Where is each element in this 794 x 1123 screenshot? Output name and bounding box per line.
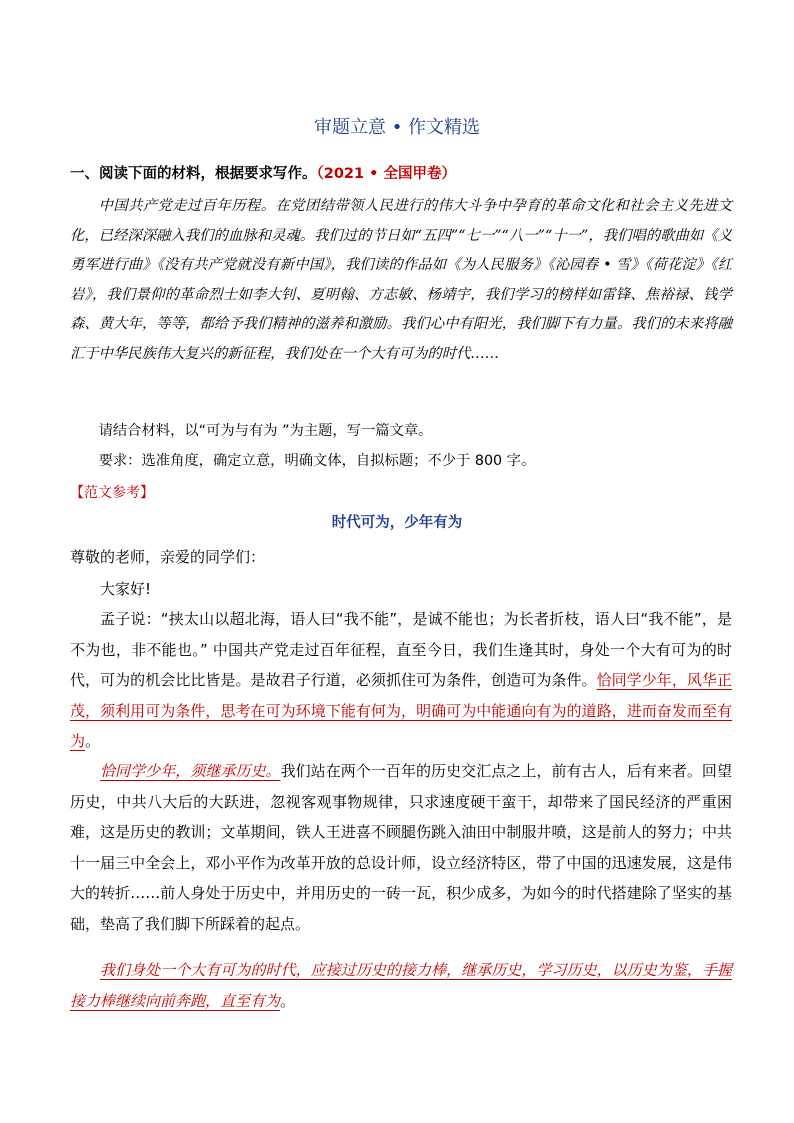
- paragraph-2-text: 我们站在两个一百年的历史交汇点之上，前有古人，后有来者。回望历史，中共八大后的大跃进，忽视客观事物规律，只求速度硬干蛮干，却带来了国民经济的严重困难，这是历史的教训；文革期间，铁人王进喜不顾腿伤跳入油田中制服井喷，这是前人的努力；中共十一届三中全会上，邓小平作为改革开放的总设计师，设立经济特区，带了中国的迅速发展，这是伟大的转折……前人身处于历史中，并用历史的一砖一瓦，积少成多，为如今的时代搭建除了坚实的基础，垫高了我们脚下所踩着的起点。: [70, 762, 732, 933]
- paragraph-1-highlight: 恰同学少年，风华正茂，须利用可为条件，思考在可为环境下能有何为，明确可为中能通向有为的道路，进而奋发而至有为: [70, 671, 732, 750]
- essay-paragraph-2: [70, 756, 732, 939]
- writing-requirement: 要求：选准角度，确定立意，明确文体，自拟标题；不少于 800 字。: [98, 453, 536, 469]
- question-heading: [70, 163, 730, 185]
- writing-material: 中国共产党走过百年历程。在党团结带领人民进行的伟大斗争中孕育的革命文化和社会主义先进文化，已经深深融入我们的血脉和灵魂。我们过的节日如“五四”“七一”“八一”“十一”，我们唱的歌曲如《义勇军进行曲》《没有共产党就没有新中国》，我们读的作品如《为人民服务》《沁园春 • 雪》《荷花淀》《红岩》，我们景仰的革命烈士如李大钊、夏明翰、方志敏、杨靖宇，我们学习的榜样如雷锋、焦裕禄、钱学森、黄大年，等等，都给予我们精神的滋养和激励。我们心中有阳光，我们脚下有力量。我们的未来将融汇于中华民族伟大复兴的新征程，我们处在一个大有可为的时代……: [70, 198, 732, 362]
- paragraph-3-end: 。: [280, 991, 296, 1010]
- essay-salutation: 尊敬的老师，亲爱的同学们：: [70, 548, 266, 566]
- essay-paragraph-1: [70, 604, 732, 757]
- essay-paragraph-3: [70, 955, 732, 1016]
- essay-title: 时代可为，少年有为: [331, 515, 463, 531]
- question-prompt: 一、阅读下面的材料，根据要求写作。: [70, 166, 317, 182]
- essay-greeting: 大家好!: [100, 580, 152, 598]
- reference-essay-tag: 【范文参考】: [70, 485, 154, 501]
- paragraph-2-highlight: 恰同学少年，须继承历史。: [100, 762, 281, 780]
- paragraph-1-text: 孟子说：“挟太山以超北海，语人曰“我不能”，是诚不能也；为长者折枝，语人曰“我不能”，是不为也，非不能也。” 中国共产党走过百年征程，直至今日，我们生逢其时，身处一个大有可为的时代，可为的机会比比皆是。是故君子行道，必须抓住可为条件，创造可为条件。: [70, 610, 732, 689]
- document-title: 审题立意 • 作文精选: [313, 117, 481, 138]
- paragraph-3-highlight: 我们身处一个大有可为的时代，应接过历史的接力棒，继承历史，学习历史，以历史为鉴，手握接力棒继续向前奔跑，直至有为: [70, 961, 732, 1010]
- paragraph-1-end: 。: [85, 732, 101, 750]
- question-source: （2021 • 全国甲卷）: [316, 166, 456, 182]
- writing-instruction: 请结合材料，以“可为与有为 ”为主题，写一篇文章。: [98, 423, 433, 439]
